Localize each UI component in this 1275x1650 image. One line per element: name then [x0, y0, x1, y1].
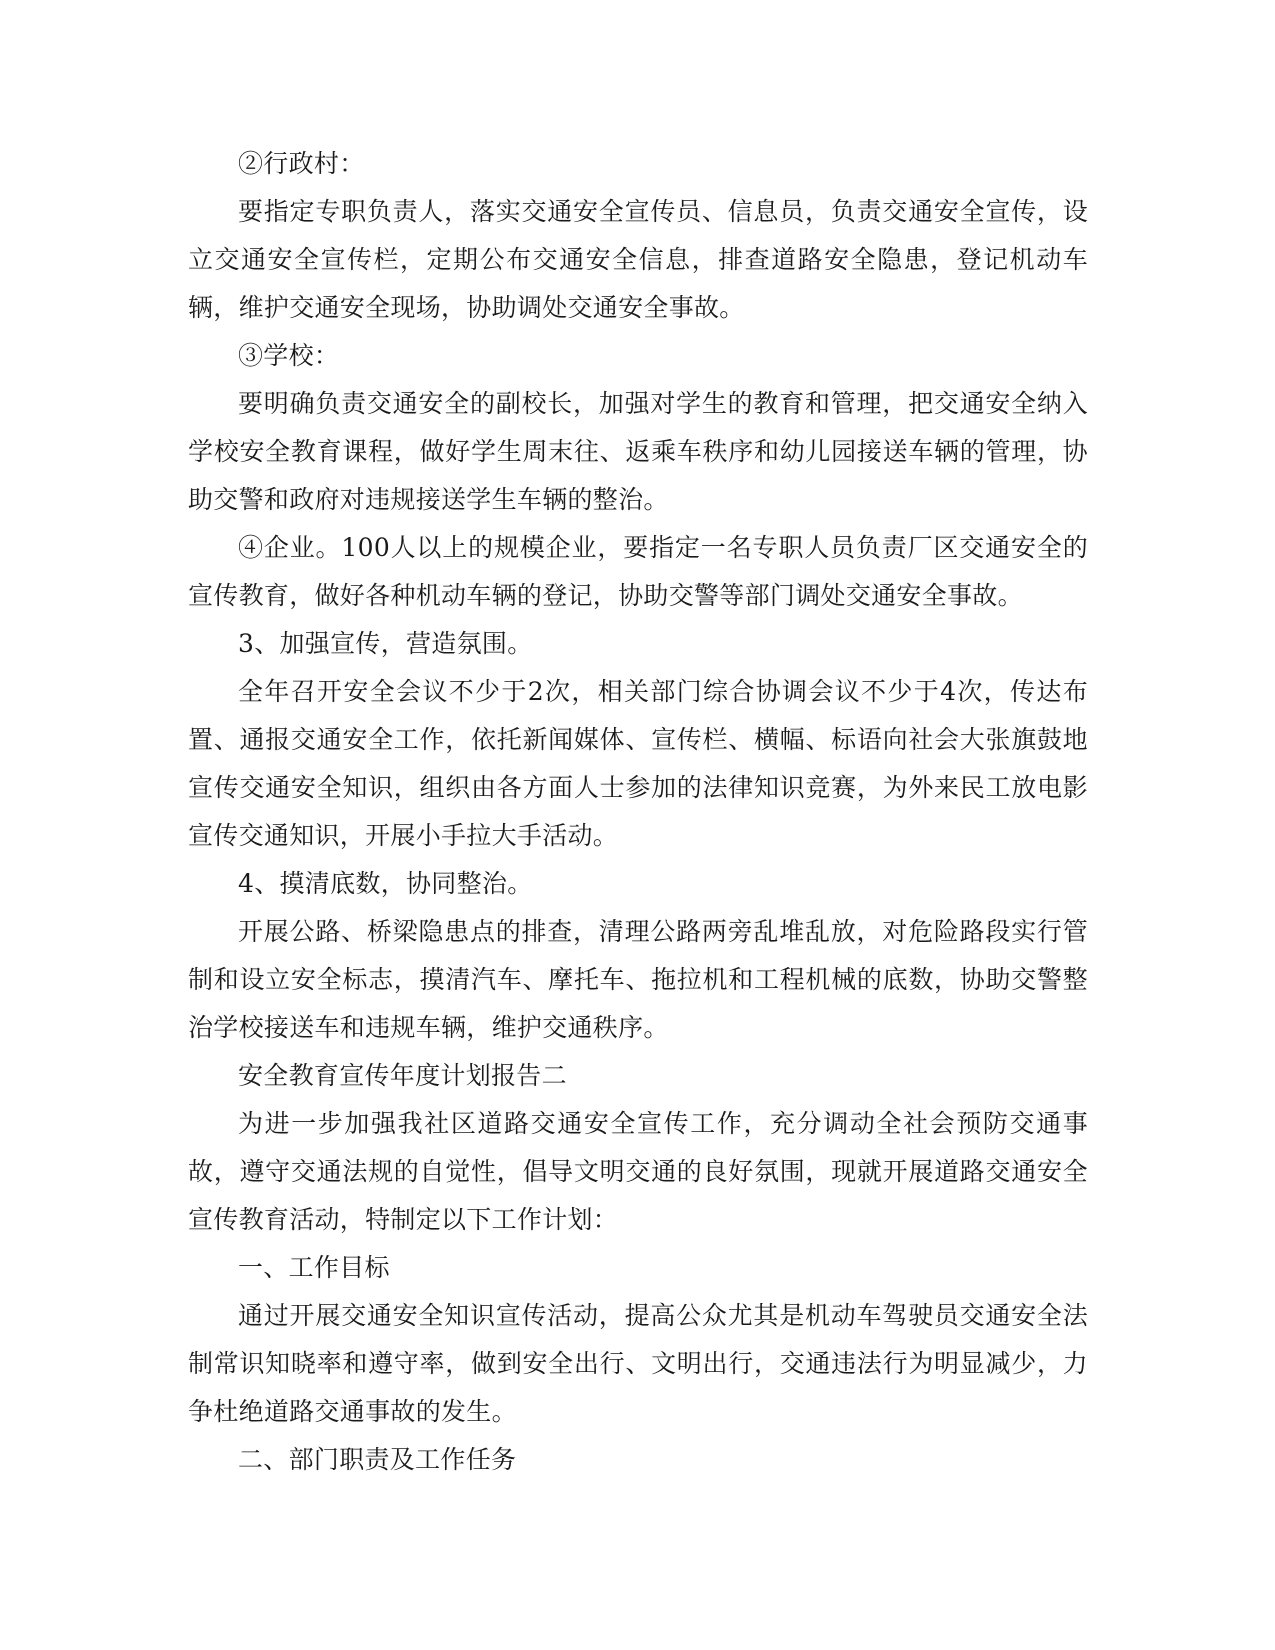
- paragraph-school-heading: ③学校：: [238, 341, 340, 370]
- paragraph-enterprise-duties: ④企业。100人以上的规模企业，要指定一名专职人员负责厂区交通安全的宣传教育，做好各种机动车辆的登记，协助交警等部门调处交通安全事故。: [188, 533, 1088, 610]
- report-two-title: 安全教育宣传年度计划报告二: [238, 1061, 567, 1090]
- paragraph-village-heading: ②行政村：: [238, 149, 365, 178]
- paragraph-village-duties: 要指定专职负责人，落实交通安全宣传员、信息员，负责交通安全宣传，设立交通安全宣传栏，定期公布交通安全信息，排查道路安全隐患，登记机动车辆，维护交通安全现场，协助调处交通安全事故。: [188, 197, 1088, 322]
- paragraph-section-4-body: 开展公路、桥梁隐患点的排查，清理公路两旁乱堆乱放，对危险路段实行管制和设立安全标志，摸清汽车、摩托车、拖拉机和工程机械的底数，协助交警整治学校接送车和违规车辆，维护交通秩序。: [188, 917, 1088, 1042]
- report-two-intro: 为进一步加强我社区道路交通安全宣传工作，充分调动全社会预防交通事故，遵守交通法规的自觉性，倡导文明交通的良好氛围，现就开展道路交通安全宣传教育活动，特制定以下工作计划：: [188, 1109, 1088, 1234]
- document-body: [188, 140, 1088, 1484]
- paragraph-section-4-heading: 4、摸清底数，协同整治。: [238, 869, 533, 898]
- department-duties-heading: 二、部门职责及工作任务: [238, 1445, 517, 1474]
- work-goal-body: 通过开展交通安全知识宣传活动，提高公众尤其是机动车驾驶员交通安全法制常识知晓率和遵守率，做到安全出行、文明出行，交通违法行为明显减少，力争杜绝道路交通事故的发生。: [188, 1301, 1088, 1426]
- paragraph-section-3-heading: 3、加强宣传，营造氛围。: [238, 629, 533, 658]
- work-goal-heading: 一、工作目标: [238, 1253, 390, 1282]
- paragraph-school-duties: 要明确负责交通安全的副校长，加强对学生的教育和管理，把交通安全纳入学校安全教育课程，做好学生周末往、返乘车秩序和幼儿园接送车辆的管理，协助交警和政府对违规接送学生车辆的整治。: [188, 389, 1088, 514]
- paragraph-section-3-body: 全年召开安全会议不少于2次，相关部门综合协调会议不少于4次，传达布置、通报交通安全工作，依托新闻媒体、宣传栏、横幅、标语向社会大张旗鼓地宣传交通安全知识，组织由各方面人士参加的法律知识竞赛，为外来民工放电影宣传交通知识，开展小手拉大手活动。: [188, 677, 1088, 850]
